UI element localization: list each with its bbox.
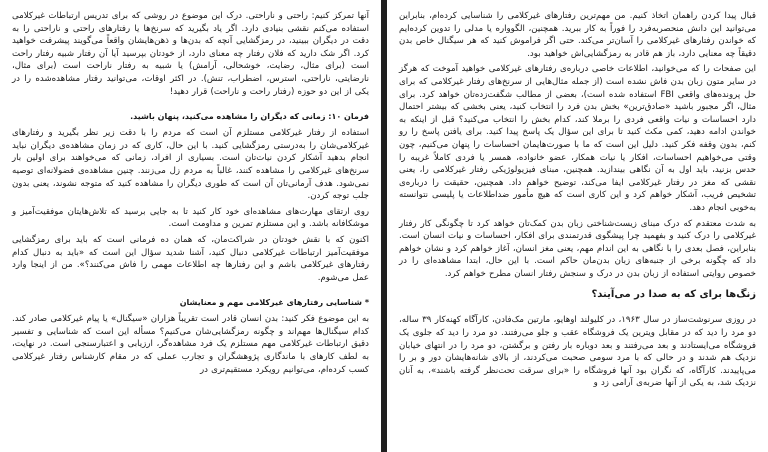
right-paragraph-4: در روزی سرنوشت‌ساز در سال ۱۹۶۳، در کلیولند اوهایو، مارتین مک‌فادن، کارآگاه کهنه‌کار ۳۹ ساله، دو مرد را دید که در مقابل ویترین یک فروشگاه عقب و جلو می‌رفتند. دو مرد را دید که جلوی یک فروشگاه می‌ایستادند و بعد می‌رفتند و بعد دوباره بار رفتن و برگشتن، دو مرد را در انتهای خیابان نزدیک هم شدند و در حالی که با مرد سومی صحبت می‌کردند، از بالای شانه‌هایشان دور و بر را می‌پاییدند. کارآگاه، که نگران بود آنها فروشگاه را «برای سرقت تحت‌نظر گرفته باشند»، به آنان نزدیک شد، به یکی از آنها ضربه‌ی آرامی زد و <box>399 315 757 389</box>
left-paragraph-3: روی ارتقای مهارت‌های مشاهده‌ای خود کار کنید تا به جایی برسید که تلاش‌هایتان موفقیت‌آمیز و موشکافانه باشد. و این مستلزم تمرین و مداومت است. <box>12 206 369 230</box>
right-paragraph-2: این صفحات را که می‌خوانید، اطلاعات خاصی درباره‌ی رفتارهای غیرکلامی خواهید آموخت که هرگز در سایر متون زبان بدن فاش نشده است (از جمله مثال‌هایی از سرنخ‌های رفتار غیرکلامی که برای حل پرونده‌های واقعی FBI استفاده شده است)، بعضی از مطالب شگفت‌زده‌تان خواهد کرد. برای مثال، اگر مجبور باشید «صادق‌ترین» بخش بدن فرد را انتخاب کنید، یعنی بخشی که بیشتر احتمال دارد احساسات و نیات واقعی فردی را برملا کند، کدام بخش را انتخاب می‌کنید؟ قبل از اینکه به خواندن ادامه دهید، کمی مکث کنید تا برای این سؤال یک پاسخ پیدا کنید. برای یافتن پاسخ را رو کنم، بدون وقفه فکر کنید. دلیل این است که ما با صورت‌هایمان احساسات را پنهان می‌کنیم، چون وقتی می‌خواهیم احساسات، افکار یا نیات همکار، عضو خانواده، همسر یا فردی کاملاً غریبه را حدس بزنید، باید اول به آن نگاهی بیندازید. همچنین، مبنای فیزیولوژیکی رفتار غیرکلامی را، یعنی نقشی که مغز در رفتار غیرکلامی ایفا می‌کند، توضیح خواهم داد. همچنین، حقیقت را درباره‌ی تشخیص فریب، آشکار خواهم کرد و این کاری است که هیچ مأمور ضداطلاعات یا پلیسی نتوانسته به‌خوبی انجام دهد. <box>399 64 756 213</box>
left-page <box>0 0 381 452</box>
identify-behaviors-heading: * شناسایی رفتارهای غیرکلامی مهم و معنایشان <box>179 298 369 308</box>
section-heading-bells: زنگ‌ها برای که به صدا در می‌آیند؟ <box>591 289 756 301</box>
left-paragraph-5: به این موضوع فکر کنید: بدن انسان قادر است تقریباً هزاران «سیگنال» یا پیام غیرکلامی صادر کند. کدام سیگنال‌ها مهم‌اند و چگونه رمزگشایی‌شان می‌کنیم؟ مسأله این است که شناسایی و تفسیر دقیق ارتباطات غیرکلامی مهم مستلزم یک فرد مشاهده‌گر، ارزیابی و اعتبارسنجی است. در نهایت، به لطف کارهای با ماندگاری پژوهشگران و تجارب عملی که در مقام کارشناس رفتار غیرکلامی کسب کرده‌ام، می‌توانیم رویکرد مستقیم‌تری در <box>12 314 369 375</box>
commandment-10-heading: فرمان ۱۰: زمانی که دیگران را مشاهده می‌کنید، پنهان باشید. <box>130 112 369 122</box>
right-page <box>387 0 768 452</box>
left-paragraph-1: آنها تمرکز کنیم: راحتی و ناراحتی. درک این موضوع در روشی که برای تدریس ارتباطات غیرکلامی استفاده می‌کنم نقشی بنیادی دارد. اگر یاد بگیرید که سرنخ‌ها یا رفتارهای راحتی و ناراحتی را به دقت در دیگران ببینید، در رمزگشایی آنچه که بدن‌ها و ذهن‌هایشان واقعاً می‌گویند پیشرفت خواهید کرد. اگر شک دارید که فلان رفتار چه معنای دارد، از خودتان بپرسید آیا آن رفتار شبیه رفتار راحت است (برای مثال، رضایت، خوشحالی، آرامش) یا شبیه به رفتار ناراحت است (برای مثال، نارضایتی، ناراحتی، استرس، اضطراب، تنش). در اکثر اوقات، می‌توانید رفتار مشاهده‌شده را در یکی از این دو حوزه (رفتار راحت و ناراحت) قرار دهید! <box>12 11 369 97</box>
left-paragraph-4: اکنون که با نقش خودتان در شراکت‌مان، که همان ده فرمانی است که باید برای رمزگشایی موفقیت‌آمیز ارتباطات غیرکلامی دنبال کنید، آشنا شدید سؤال این است که «باید به دنبال کدام رفتارهای غیرکلامی باشم و این رفتارها چه اطلاعات مهمی را فاش می‌کنند؟». من از اینجا وارد عمل می‌شوم. <box>12 234 369 283</box>
left-paragraph-2: استفاده از رفتار غیرکلامی مستلزم آن است که مردم را با دقت زیر نظر بگیرید و رفتارهای غیرکلامی‌شان را به‌درستی رمزگشایی کنید. با این حال، کاری که در زمان مشاهده‌ی دیگران نباید انجام بدهید آشکار کردن نیات‌تان است. بسیاری از افراد، زمانی که می‌خواهند برای اولین بار سرنخ‌های غیرکلامی را مشاهده کنند، غالباً به مردم زل می‌زنند. چنین مشاهده‌ی فضولانه‌ای توصیه نمی‌شود. هدف آرمانی‌تان آن است که طوری دیگران را مشاهده کنید که متوجه نشوند، یعنی بدون جلب توجه کردن. <box>12 128 369 202</box>
right-paragraph-3: به شدت معتقدم که درک مبنای زیست‌شناختی زبان بدن کمک‌تان خواهد کرد تا چگونگی کار رفتار غیرکلامی را درک کنید و بفهمید چرا پیشگوی قدرتمندی برای افکار، احساسات و نیات انسان است. بنابراین، فصل بعدی را با نگاهی به این اندام مهم، یعنی مغز انسان، آغاز خواهم کرد و نشان خواهم داد که چگونه برخی از جنبه‌های زبان بدن‌مان حاکم است. با این حال، ابتدا مشاهده‌ای را در خصوص روایتی استفاده از زبان بدن در درک و سنجش رفتار انسان مطرح خواهم کرد. <box>399 218 756 279</box>
right-paragraph-1: قبال پیدا کردن راهمان اتخاذ کنیم. من مهم‌ترین رفتارهای غیرکلامی را شناسایی کرده‌ام، بنابراین می‌توانید این دانش منحصربه‌فرد را فوراً به کار ببرید. همچنین، الگوواره یا مدلی را تدوین کرده‌ایم که خواندن رفتارهای غیرکلامی را آسان‌تر می‌کند. حتی اگر فراموش کنید که هر سیگنال خاص بدن دقیقاً چه معنایی دارد، باز هم قادر به رمزگشایی‌اش خواهید بود. <box>399 11 756 59</box>
